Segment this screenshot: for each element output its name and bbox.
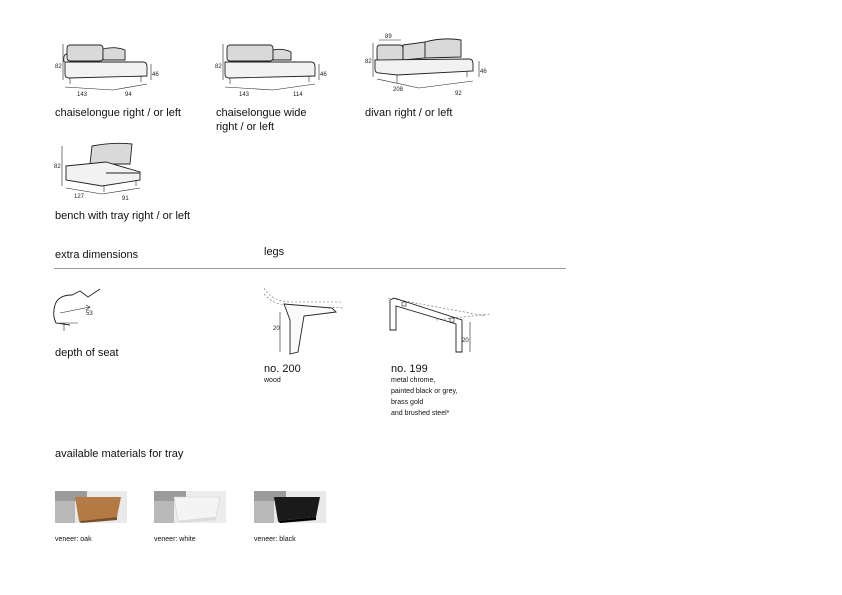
dim-height: 82 — [365, 59, 372, 65]
leg-desc-line: metal chrome, — [391, 377, 436, 384]
module-label: bench with tray right / or left — [55, 210, 191, 222]
dim-width-1: 208 — [393, 87, 404, 93]
leg-name: no. 200 — [264, 363, 301, 375]
tray-image — [154, 491, 226, 523]
leg-desc-line: and brushed steel* — [391, 410, 450, 417]
section-title-materials: available materials for tray — [55, 448, 184, 460]
leg-desc-line: brass gold — [391, 399, 424, 406]
bench-drawing — [54, 140, 149, 205]
dim-height: 82 — [215, 64, 222, 70]
leg-desc-line: painted black or grey, — [391, 388, 458, 395]
dim-leg-height: 20 — [462, 338, 469, 344]
leg-description: wood — [264, 377, 281, 384]
tray-image — [55, 491, 127, 523]
module-label — [216, 106, 307, 134]
module-label: chaiselongue right / or left — [55, 107, 181, 119]
dim-seat-depth: 53 — [86, 311, 93, 317]
chaiselongue-wide-drawing — [215, 40, 330, 100]
tray-label: veneer: white — [154, 536, 196, 543]
tray-label: veneer: black — [254, 536, 296, 543]
dim-back-depth: 89 — [385, 34, 392, 40]
dim-width-1: 143 — [239, 92, 250, 98]
dim-seat-height: 46 — [480, 69, 487, 75]
leg-199-drawing — [386, 290, 496, 360]
section-title-legs: legs — [264, 246, 285, 258]
module-label: divan right / or left — [365, 107, 453, 119]
dim-width-2: 92 — [455, 91, 462, 97]
leg-description — [391, 375, 457, 419]
tray-label: veneer: oak — [55, 536, 92, 543]
dim-width-2: 91 — [122, 196, 129, 202]
depth-label: depth of seat — [55, 347, 119, 359]
chaiselongue-drawing — [55, 40, 165, 100]
dim-seat-height: 46 — [152, 72, 159, 78]
module-label-line-1: chaiselongue wide — [216, 107, 307, 119]
dim-width-2: 94 — [125, 92, 132, 98]
depth-drawing — [50, 285, 110, 335]
leg-name: no. 199 — [391, 363, 428, 375]
section-divider — [54, 268, 566, 269]
dim-seat-height: 46 — [320, 72, 327, 78]
module-label-line-2: right / or left — [216, 121, 275, 133]
section-title-extra-dimensions: extra dimensions — [55, 249, 139, 261]
tray-image — [254, 491, 326, 523]
dim-width-2: 114 — [293, 92, 303, 98]
dim-height: 82 — [54, 164, 61, 170]
dim-height: 82 — [55, 64, 62, 70]
divan-drawing — [363, 33, 493, 98]
dim-width-1: 143 — [77, 92, 88, 98]
dim-width-1: 127 — [74, 194, 85, 200]
dim-leg-height: 20 — [273, 326, 280, 332]
leg-200-drawing — [262, 280, 352, 360]
